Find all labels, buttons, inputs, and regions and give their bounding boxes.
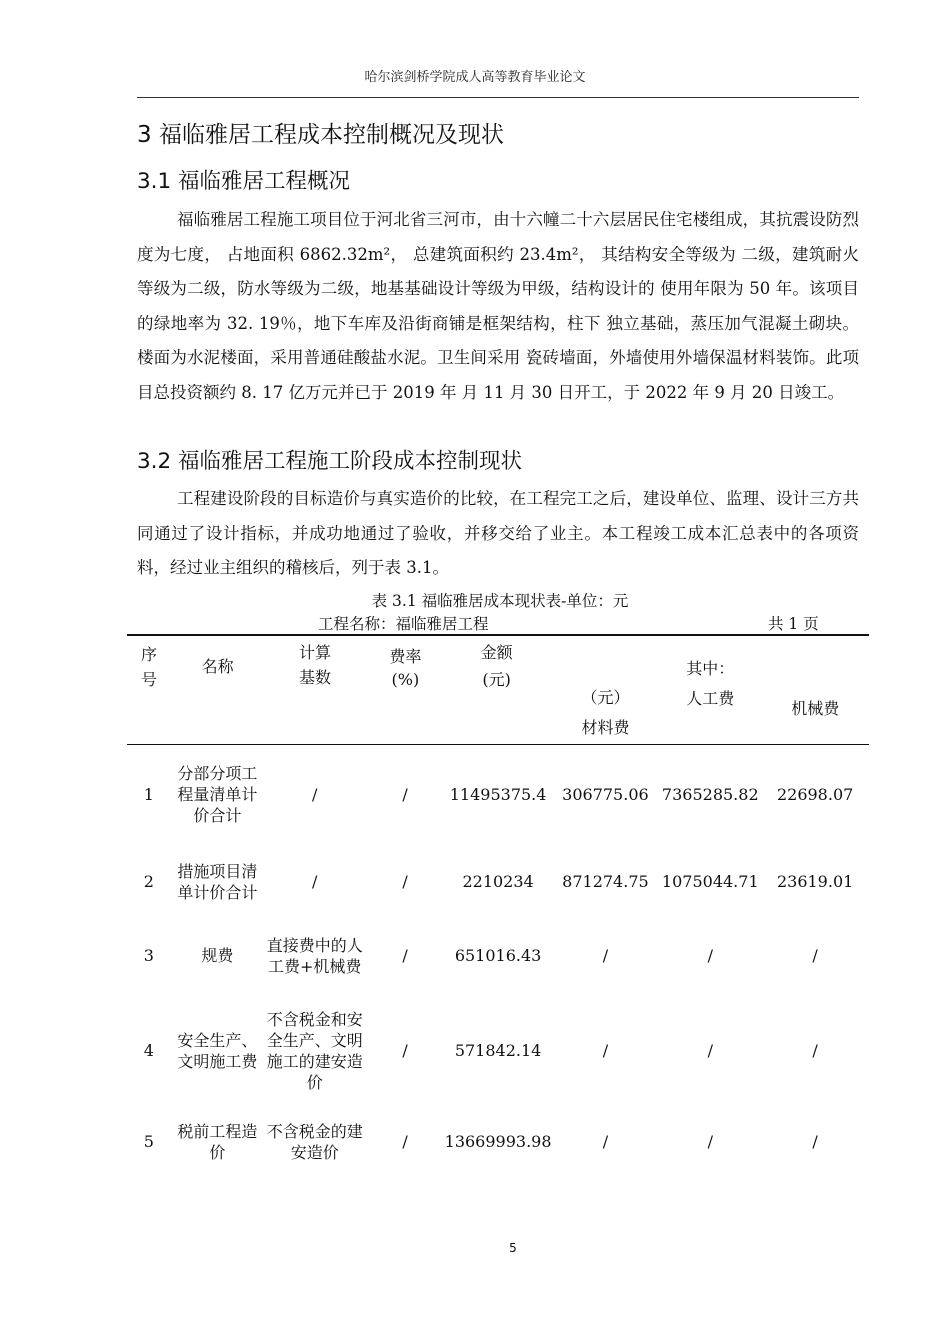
header-labor-label: 人工费 [686,689,735,708]
cell-seq: 1 [143,785,154,805]
table-row [127,745,869,845]
cell-machine: 22698.07 [776,785,854,805]
header-material-label: 材料费 [581,718,630,737]
cell-labor: / [707,1132,713,1151]
header-base-line1: 计算 [299,643,332,662]
cell-name: 税前工程造价 [177,1121,258,1162]
cell-material: 871274.75 [562,872,649,891]
header-machine-label: 机械费 [791,699,840,718]
header-rate-line1: 费率 [389,647,422,666]
cell-seq: 3 [143,946,154,965]
table-row [127,993,869,1109]
cell-machine: 23619.01 [776,872,854,891]
cell-name: 分部分项工程量清单计价合计 [177,764,258,826]
header-seq-line1: 序 [140,645,157,664]
header-rate-line2: (%) [391,670,420,689]
cell-rate: / [402,872,408,891]
cell-machine: / [812,1132,818,1151]
header-yuan-label: （元） [581,688,630,707]
cell-machine: / [812,946,818,965]
cell-labor: 1075044.71 [661,872,759,891]
header-base-line2: 基数 [299,668,332,687]
header-labor [659,635,761,745]
header-name [171,635,264,745]
table-header-row [127,635,869,745]
page-number: 5 [509,1241,517,1255]
cell-amount: 571842.14 [454,1041,542,1060]
table-project-name: 工程名称：福临雅居工程 [318,615,489,633]
header-base [264,635,365,745]
cell-material: / [602,946,609,965]
cell-labor: 7365285.82 [661,785,759,805]
section-3-2-paragraph: 工程建设阶段的目标造价与真实造价的比较，在工程完工之后，建设单位、监理、设计三方共同通过了设计指标，并成功地通过了验收，并移交给了业主。本工程竣工成本汇总表中的各项资料，经过业主组织的稽核后，列于表 3.1。 [137,489,859,577]
cell-amount: 13669993.98 [444,1132,552,1151]
cell-base: / [312,785,318,805]
cell-name: 安全生产、文明施工费 [177,1030,258,1071]
cell-labor: / [707,1041,713,1060]
header-divider [137,97,859,98]
cell-seq: 4 [143,1041,154,1060]
cell-material: 306775.06 [562,785,649,805]
header-of-which-label: 其中： [686,659,735,678]
cell-amount: 2210234 [462,872,534,891]
cell-material: / [602,1132,609,1151]
cell-base: 直接费中的人工费+机械费 [266,935,363,976]
page-header: 哈尔滨剑桥学院成人高等教育毕业论文 [364,70,586,85]
cell-base: / [312,872,318,891]
header-amount-line1: 金额 [480,643,513,662]
cell-name: 措施项目清单计价合计 [177,861,258,902]
section-3-1-paragraph: 福临雅居工程施工项目位于河北省三河市，由十六幢二十六层居民住宅楼组成，其抗震设防烈度为七度， 占地面积 6862.32m²， 总建筑面积约 23.4m²， 其结构安全等级为 二级，建筑耐火等级为二级，防水等级为二级，地基基础设计等级为甲级，结构设计的 使用年限为 50 年。该项目的绿地率为 32. 19％，地下车库及沿街商铺是框架结构，柱下 独立基础，蒸压加气混凝土砌块。楼面为水泥楼面，采用普通硅酸盐水泥。卫生间采用 瓷砖墙面，外墙使用外墙保温材料装饰。此项目总投资额约 8. 17 亿万元并已于 2019 年 月 11 月 30 日开工，于 2022 年 9 月 20 日竣工。 [137,210,859,402]
cell-amount: 11495375.4 [449,785,547,805]
cell-rate: / [402,785,408,805]
section-title-3-2: 3.2 福临雅居工程施工阶段成本控制现状 [137,449,523,474]
table-page-count: 共 1 页 [768,615,819,633]
cell-rate: / [402,1132,408,1151]
cell-rate: / [402,1041,408,1060]
cell-base: 不含税金和安全生产、文明施工的建安造价 [266,1009,363,1092]
cell-labor: / [707,946,713,965]
header-amount [445,635,552,745]
section-title-3-1: 3.1 福临雅居工程概况 [137,169,351,194]
table-row [127,919,869,993]
header-rate [365,635,444,745]
header-material [552,635,660,745]
header-amount-line2: (元) [482,670,511,689]
cell-machine: / [812,1041,818,1060]
cell-rate: / [402,946,408,965]
chapter-title: 3 福临雅居工程成本控制概况及现状 [137,122,504,148]
cell-seq: 2 [143,872,154,891]
cell-amount: 651016.43 [454,946,542,965]
table-row [127,1109,869,1175]
table-caption: 表 3.1 福临雅居成本现状表-单位：元 [371,592,629,610]
header-name-label: 名称 [201,657,234,676]
table-row [127,845,869,919]
cell-base: 不含税金的建安造价 [266,1121,363,1162]
header-seq [127,635,171,745]
cell-name: 规费 [201,946,234,965]
cell-seq: 5 [143,1132,154,1151]
cost-table [127,634,869,1175]
cell-material: / [602,1041,609,1060]
header-seq-line2: 号 [140,670,157,689]
header-machine [761,635,869,745]
